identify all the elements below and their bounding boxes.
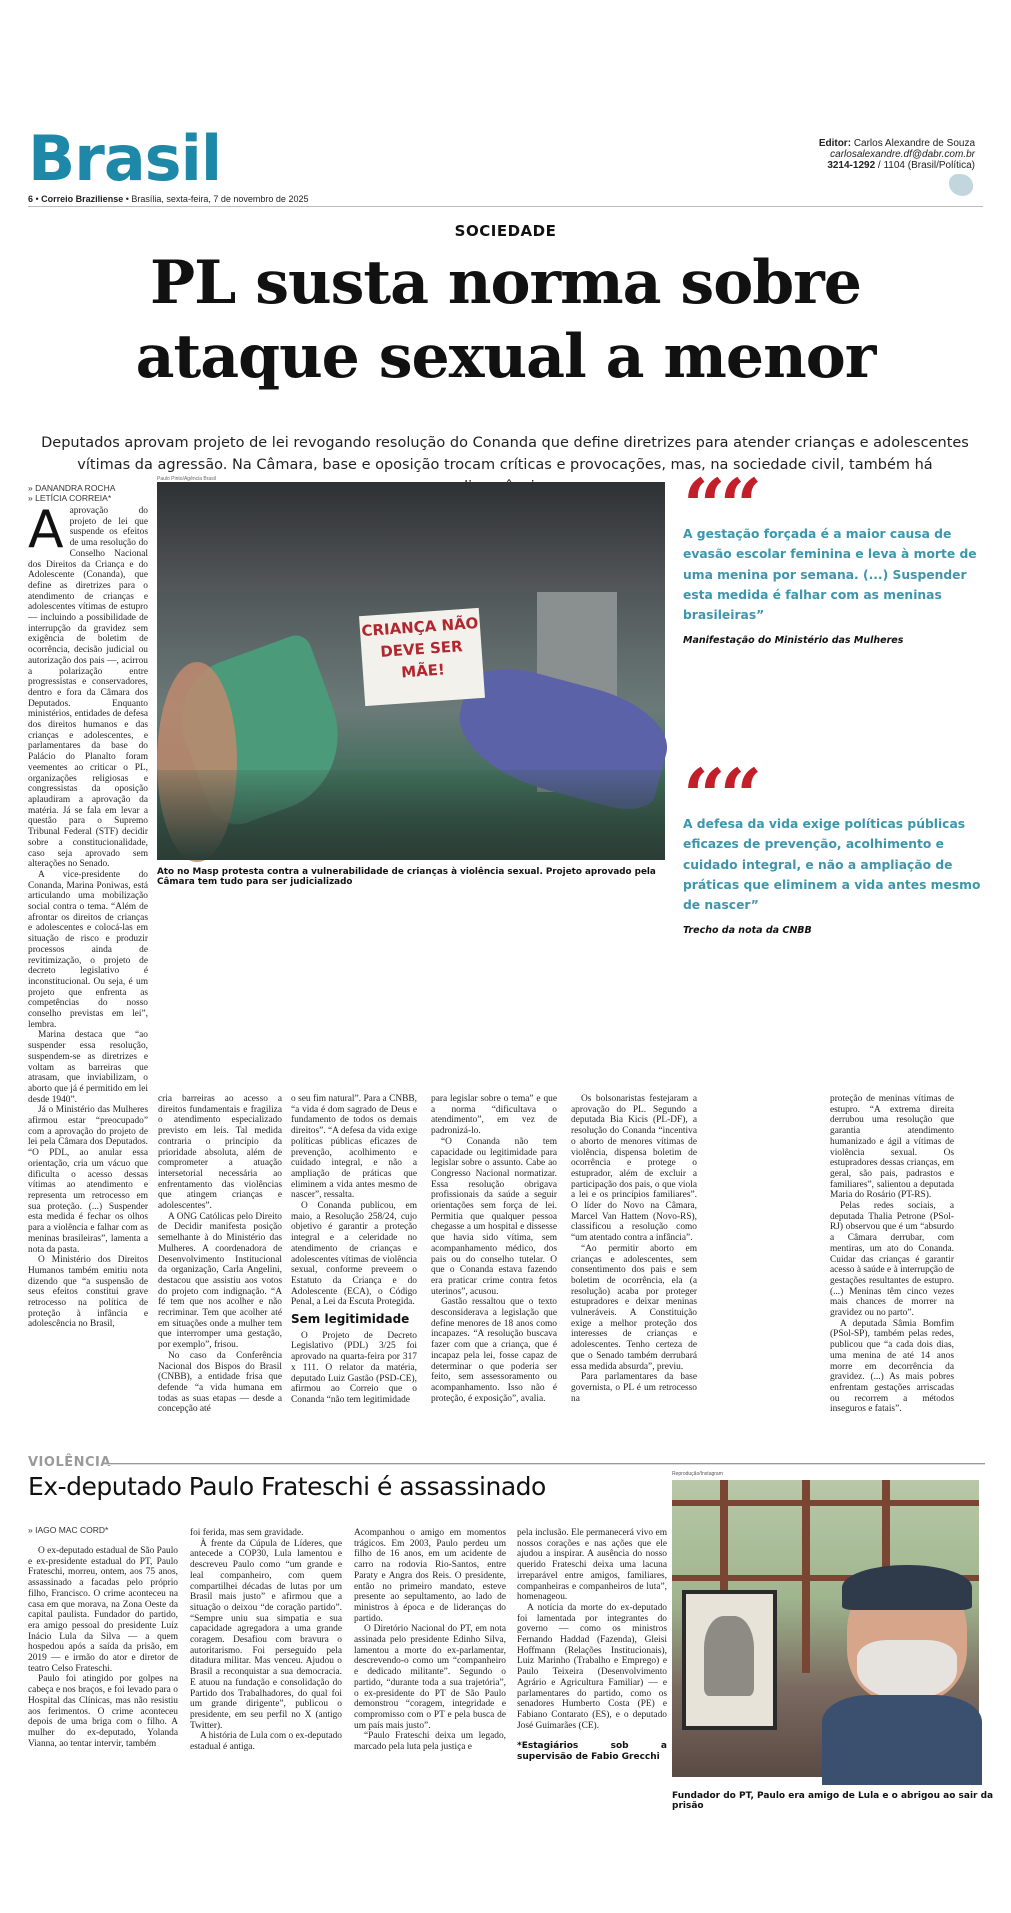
page-number: 6 (28, 194, 34, 204)
article-column-3 (291, 1094, 417, 1406)
photo-caption: Ato no Masp protesta contra a vulnerabilidade de crianças à violência sexual. Projeto aprovado pela Câmara tem tudo para ser judicializado (157, 867, 656, 887)
newspaper-name: Correio Braziliense (41, 194, 124, 204)
paragraph: O Ministério dos Direitos Humanos também emitiu nota dizendo que “a suspensão de seus efeitos constitui grave retrocesso na política de proteção à infância e adolescência no Brasil, (28, 1255, 148, 1330)
editor-info (819, 138, 975, 171)
article2-column-3 (354, 1528, 506, 1753)
quote-marks-icon: ““ (683, 464, 757, 550)
photo-window-frame (672, 1500, 979, 1506)
paragraph: foi ferida, mas sem gravidade. (190, 1528, 304, 1538)
paragraph: A ONG Católicas pelo Direito de Decidir manifesta posição semelhante à do Ministério das Mulheres. A coordenadora de Desenvolvimento Institucional da organização, Carla Angelini, destacou que assistiu aos votos do projeto com indignação. “A fé tem que nos acolher e não recriminar. Tem que acolher até em situações onde a mulher tem que interromper uma gestação, por exemplo”, frisou. (158, 1211, 282, 1351)
photo-man-cap (842, 1565, 972, 1610)
paragraph: O ex-deputado estadual de São Paulo e ex-presidente estadual do PT, Paulo Frateschi, morreu, ontem, aos 75 anos, assassinado a facadas pelo próprio filho, Francisco. O crime aconteceu na casa em que morava, na Zona Oeste da capital paulista. Fundador do partido, era amigo pessoal do presidente Luiz Inácio Lula da Silva — a quem hospedou após a saída da prisão, em 2019 — e irmão do ator e diretor de teatro Celso Frateschi. (28, 1546, 178, 1674)
photo-credit: Paulo Pinto/Agência Brasil (157, 476, 216, 482)
section-logo: Brasil (28, 122, 222, 195)
paragraph: A vice-presidente do Conanda, Marina Poniwas, está articulando uma mobilização social contra o tema. “Além de afrontar os direitos de crianças e adolescentes e colocá-las em situação de risco e produzir processos ainda de revitimização, o projeto de decreto legislativo é inconstitucional. Ou seja, é um projeto que enfrenta as competências do nosso conselho previstas em lei”, lembra. (28, 869, 148, 1030)
editor-email[interactable]: carlosalexandre.df@dabr.com.br (830, 149, 975, 160)
editor-phone: 3214-1292 (827, 160, 876, 171)
paragraph: Para parlamentares da base governista, o PL é um retrocesso na (571, 1372, 697, 1404)
quote-text: A defesa da vida exige políticas públicas eficazes de prevenção, acolhimento e cuidado integral, e não a ampliação de práticas que eliminem a vida antes mesmo de nascer” (683, 817, 981, 913)
intern-note: *Estagiários sob a supervisão de Fabio Grecchi (517, 1741, 667, 1763)
paragraph: O Diretório Nacional do PT, em nota assinada pelo presidente Edinho Silva, lamentou a morte do ex-parlamentar, descrevendo-o como um “companheiro e dedicado militante”. Segundo o partido, “durante toda a sua trajetória”, o ex-presidente do PT de São Paulo demonstrou “coragem, integridade e compromisso com o PT e pela busca de um país mais justo”. (354, 1624, 506, 1731)
paragraph: “O Conanda não tem capacidade ou legitimidade para legislar sobre o assunto. Cabe ao Congresso Nacional normatizar. Essa resolução obrigava profissionais da saúde a seguir orientações sem força de lei. Permitia que qualquer pessoa chegasse a um hospital e dissesse que havia sido vítima, sem acompanhamento médico, dos pais ou do conselho tutelar. O que o Conanda estava fazendo era praticar crime contra fetos uterinos”, acusou. (431, 1136, 557, 1297)
byline-author: » IAGO MAC CORD* (28, 1525, 109, 1535)
paragraph: No caso da Conferência Nacional dos Bispos do Brasil (CNBB), a entidade frisa que defende “a vida humana em todas as suas etapas — desde a concepção até (158, 1350, 282, 1415)
paragraph: O Conanda publicou, em maio, a Resolução 258/24, cujo objetivo é garantir a proteção integral e a celeridade no atendimento de crianças e adolescentes vítimas de violência sexual, conforme preveem o Estatuto da Criança e do Adolescente (ECA), o Código Penal, a Lei da Escuta Protegida. (291, 1201, 417, 1308)
headline-line-2: ataque sexual a menor (135, 322, 876, 392)
dateline: 6 • Correio Braziliense • Brasília, sexta-feira, 7 de novembro de 2025 (28, 194, 309, 204)
editor-name: Carlos Alexandre de Souza (853, 138, 975, 149)
paragraph: Os bolsonaristas festejaram a aprovação do PL. Segundo a deputada Bia Kicis (PL-DF), a resolução do Conanda “incentiva o aborto de menores vítimas de violência, dispensa boletim de ocorrência e protege o estuprador, além de excluir a participação dos pais, o que viola a lei e os princípios familiares”. O líder do Novo na Câmara, Marcel Van Hattem (Novo-RS), classificou a resolução como “um atentado contra a infância”. (571, 1094, 697, 1244)
article-column-4 (431, 1094, 557, 1404)
deck-line-1: Deputados aprovam projeto de lei revogando resolução do Conanda que define diretrizes para atender crianças e adolescentes (41, 435, 969, 451)
paragraph: “Ao permitir aborto em crianças e adolescentes, sem consentimento dos pais e sem boletim de ocorrência, ela (a resolução) acaba por proteger estupradores e deixar meninas vulneráveis. A Constituição exige a melhor proteção dos interesses de crianças e adolescentes. Tenho certeza de que o Senado também derrubará essa medida absurda”, previu. (571, 1243, 697, 1372)
paragraph: cria barreiras ao acesso a direitos fundamentais e fragiliza o atendimento especializado previsto em leis. Tal medida contraria o princípio da prioridade absoluta, além de comprometer a atuação intersetorial necessária ao enfrentamento das violências que atingem crianças e adolescentes”. (158, 1094, 282, 1212)
paragraph: Pelas redes sociais, a deputada Thalia Petrone (PSol-RJ) observou que é um “absurdo a Câmara derrubar, com mentiras, um ato do Conanda. Cuidar das crianças é garantir acesso à saúde e à interrupção de gestações resultantes de estupro. (...) Meninas têm cinco vezes mais chances de morrer na gravidez ou no parto”. (830, 1201, 954, 1319)
photo-window-frame (802, 1480, 810, 1673)
main-headline (0, 246, 1011, 394)
date-text: Brasília, sexta-feira, 7 de novembro de 2025 (131, 194, 309, 204)
dropcap: A (28, 500, 64, 560)
article-column-5 (571, 1094, 697, 1404)
paragraph: Marina destaca que “ao suspender essa resolução, suspendem-se as diretrizes e voltam as barreiras que atrasam, que inviabilizam, o aborto que já é permitido em lei desde 1940”. (28, 1030, 148, 1105)
paragraph: O Projeto de Decreto Legislativo (PDL) 3/25 foi aprovado na quarta-feira por 317 x 111. O relator da matéria, deputado Luiz Gastão (PSD-CE), afirmou ao Correio que o Conanda “não tem legitimidade (291, 1330, 417, 1405)
paragraph: A deputada Sâmia Bomfim (PSol-SP), também pelas redes, publicou que “a cada dois dias, uma menina de até 14 anos morre em decorrência da gravidez. (...) As mais pobres enfrentam gestações arriscadas ou recorrem a métodos inseguros e fatais”. (830, 1318, 954, 1415)
paragraph: Paulo foi atingido por golpes na cabeça e nos braços, e foi levado para o Hospital das Clínicas, mas não resistiu aos ferimentos. O crime aconteceu depois de uma briga com o filho. A mulher do ex-deputado, Yolanda Vianna, ao tentar intervir, também (28, 1674, 178, 1749)
article2-column-2 (190, 1528, 342, 1753)
frateschi-photo[interactable] (672, 1480, 979, 1777)
section-divider (105, 1463, 985, 1465)
quote-source: Trecho da nota da CNBB (683, 925, 812, 937)
photo-caption: Fundador do PT, Paulo era amigo de Lula e o abrigou ao sair da prisão (672, 1791, 994, 1811)
paragraph: para legislar sobre o tema” e que a norma “dificultava o atendimento”, em vez de padronizá-lo. (431, 1094, 557, 1137)
pull-quote (683, 754, 983, 937)
subhead: Sem legitimidade (291, 1312, 410, 1327)
photo-building (157, 482, 665, 592)
quote-text: A gestação forçada é a maior causa de evasão escolar feminina e leva à morte de uma menina por semana. (...) Suspender esta medida é falhar com as meninas brasileiras” (683, 527, 977, 623)
paragraph: Aaprovação do projeto de lei que suspende os efeitos de uma resolução do Conselho Nacional dos Direitos da Criança e do Adolescente (Conanda), que define as diretrizes para o atendimento de crianças e adolescentes vítimas de estupro — incluindo a possibilidade de interrupção da gravidez sem exigência de boletim de ocorrência, decisão judicial ou autorização dos pais —, acirrou a polarização entre progressistas e conservadores, dentro e fora da Câmara dos Deputados. Enquanto ministérios, entidades de defesa dos direitos humanos e das crianças e adolescentes, e parlamentares da base do Palácio do Planalto foram veementes ao criticar o PL, organizações religiosas e congressistas da oposição aplaudiram a aprovação da matéria. Já se fala em levar a questão para o Supremo Tribunal Federal (STF) decidir sobre a constitucionalidade, caso seja aprovado sem alterações no Senado. (28, 500, 148, 870)
paragraph: “Paulo Frateschi deixa um legado, marcado pela luta pela justiça e (354, 1731, 506, 1753)
quote-marks-icon: ““ (683, 754, 757, 840)
article-column-2 (158, 1094, 282, 1415)
headline-line-1: PL susta norma sobre (150, 248, 861, 318)
masthead-divider (28, 206, 983, 207)
masthead (28, 122, 983, 210)
photo-protest-sign: CRIANÇA NÃO DEVE SER MÃE! (359, 608, 485, 706)
photo-man-beard (857, 1640, 957, 1700)
byline-author: » LETÍCIA CORREIA* (28, 493, 112, 503)
paragraph: proteção de meninas vítimas de estupro. “A extrema direita derrubou uma resolução que garantia atendimento humanizado e ágil a vítimas de violência sexual. Os estupradores dessas crianças, em geral, são pais, padrastos e familiares”, salientou a deputada Maria do Rosário (PT-RS). (830, 1094, 954, 1201)
secondary-headline: Ex-deputado Paulo Frateschi é assassinado (28, 1472, 546, 1501)
article-column-6 (830, 1094, 954, 1415)
paragraph: pela inclusão. Ele permanecerá vivo em nossos corações e nas ações que ele ajudou a inspirar. A ausência do nosso querido Frateschi deixa uma lacuna irreparável entre amigos, familiares, companheiras e companheiros de luta”, homenageou. (517, 1528, 667, 1603)
photo-framed-portrait (682, 1590, 777, 1730)
pull-quote (683, 464, 983, 647)
deck-line-2: vítimas da agressão. Na Câmara, base e oposição trocam críticas e provocações, mas, na sociedade civil, também há (77, 457, 933, 473)
paragraph: Acompanhou o amigo em momentos trágicos. Em 2003, Paulo perdeu um filho de 16 anos, em um acidente de carro na rodovia Rio-Santos, entre Paraty e Angra dos Reis. O presidente, então no primeiro mandato, esteve presente ao sepultamento, ao lado de ministros à época e de lideranças do partido. (354, 1528, 506, 1624)
photo-crowd (157, 770, 665, 860)
protest-photo[interactable] (157, 482, 665, 860)
paragraph: Gastão ressaltou que o texto desconsiderava a legislação que define menores de 18 anos como incapazes. “A resolução buscava fazer com que a criança, que é incapaz pela lei, fosse capaz de determinar o que poderia ser feito, sem assessoramento ou acompanhamento. Isso não é proteção, é exposição”, avalia. (431, 1297, 557, 1404)
photo-credit: Reprodução/Instagram (672, 1471, 723, 1477)
article2-column-1 (28, 1546, 178, 1749)
paragraph: Já o Ministério das Mulheres afirmou estar “preocupado” com a aprovação do projeto de lei pela Câmara dos Deputados. “O PDL, ao anular essa orientação, cria um vácuo que dificulta o acesso dessas vítimas ao atendimento e representa um retrocesso em sua proteção. (...) Suspender esta medida é fechar os olhos para a violência e falhar com as meninas brasileiras”, lamenta a nota da pasta. (28, 1105, 148, 1255)
paragraph: À frente da Cúpula de Líderes, que antecede a COP30, Lula lamentou e descreveu Paulo como “um grande e leal companheiro, com quem compartilhei décadas de lutas por um Brasil mais justo” e afirmou que a situação o deixou “de coração partido”. “Sempre uniu sua simpatia e sua capacidade agregadora a uma grande coragem. Desafiou com bravura o autoritarismo. Foi perseguido pela ditadura militar. Mas venceu. Ajudou o Brasil a reconquistar a sua democracia. E atuou na fundação e consolidação do Partido dos Trabalhadores, do qual foi um grande dirigente”, publicou o presidente, em seu perfil no X (antigo Twitter). (190, 1538, 342, 1731)
paragraph: A história de Lula com o ex-deputado estadual é antiga. (190, 1731, 342, 1753)
quote-source: Manifestação do Ministério das Mulheres (683, 635, 904, 647)
photo-man-shirt (822, 1695, 982, 1785)
paragraph: o seu fim natural”. Para a CNBB, “a vida é dom sagrado de Deus e fundamento de todos os demais direitos”. “A defesa da vida exige políticas públicas eficazes de prevenção, acolhimento e cuidado integral, e não a ampliação de práticas que eliminem a vida antes mesmo de nascer”, ressalta. (291, 1094, 417, 1201)
paragraph: A notícia da morte do ex-deputado foi lamentada por integrantes do governo — como os ministros Fernando Haddad (Fazenda), Gleisi Hoffmann (Relações Institucionais), Luiz Marinho (Trabalho e Emprego) e Paulo Teixeira (Desenvolvimento Agrário e Agricultura Familiar) — e parlamentares do partido, como os senadores Humberto Costa (PE) e Fabiano Contarato (ES), e o deputado José Guimarães (CE). (517, 1602, 667, 1731)
byline-author: » DANANDRA ROCHA (28, 483, 116, 493)
article2-column-4 (517, 1528, 667, 1763)
kicker: SOCIEDADE (454, 222, 557, 240)
brazil-map-icon (949, 174, 973, 196)
article-column-1 (28, 500, 148, 1330)
editor-extension: / 1104 (Brasil/Política) (877, 160, 975, 171)
section-label: VIOLÊNCIA (28, 1455, 111, 1470)
editor-label: Editor: (818, 138, 852, 149)
